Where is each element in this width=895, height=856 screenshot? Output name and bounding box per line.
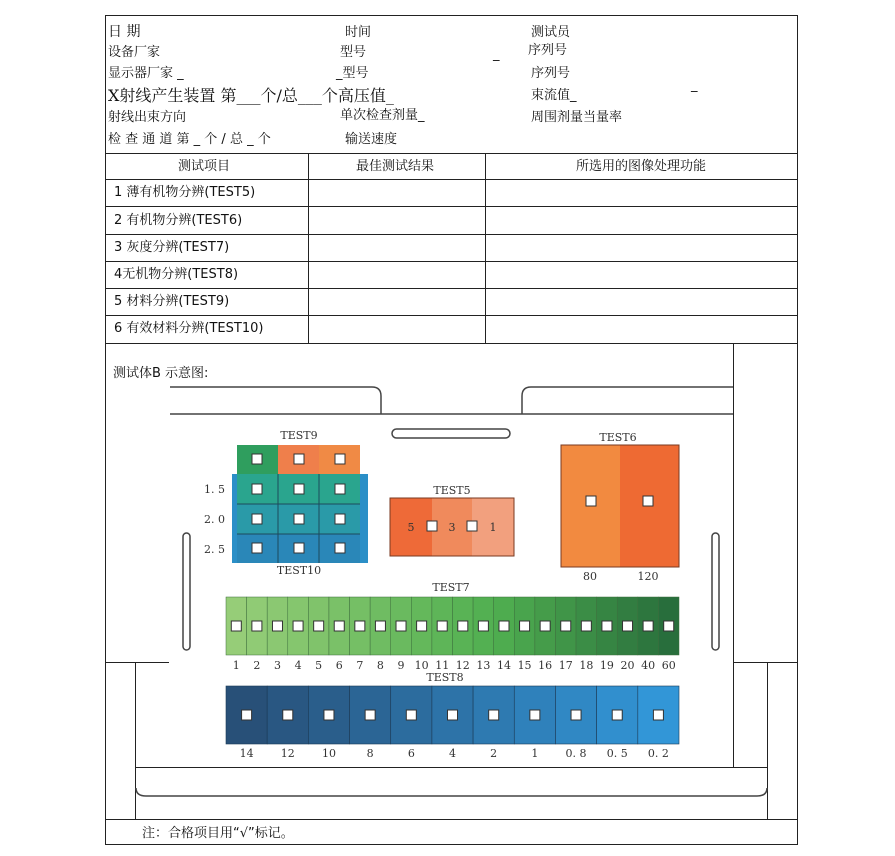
display-model-label: _型号 <box>336 66 369 81</box>
test9-marker <box>252 454 262 464</box>
test7-value: 18 <box>579 659 594 672</box>
manufacturer-label: 设备厂家 <box>108 45 161 60</box>
test8-marker <box>406 710 416 720</box>
table-row: 1 薄有机物分辨(TEST5) <box>114 185 256 200</box>
test7-marker <box>540 621 550 631</box>
time-label: 时间 <box>345 25 372 40</box>
xray-line-label: X射线产生装置 第___个/总___个高压值_ <box>108 86 394 105</box>
test8-value: 8 <box>366 747 374 760</box>
test10-marker <box>252 543 262 553</box>
test7-marker <box>355 621 365 631</box>
test7-value: 16 <box>538 659 553 672</box>
test8-marker <box>448 710 458 720</box>
test10-marker <box>294 543 304 553</box>
test7-marker <box>396 621 406 631</box>
test8-value: 12 <box>280 747 295 760</box>
test7-marker <box>334 621 344 631</box>
test5-marker <box>427 521 437 531</box>
test7-marker <box>499 621 509 631</box>
display-serial-label: 序列号 <box>531 66 571 81</box>
test7-marker <box>272 621 282 631</box>
test7-value: 60 <box>661 659 676 672</box>
test8-label: TEST8 <box>426 671 464 684</box>
test7-value: 9 <box>397 659 405 672</box>
col-header-result: 最佳测试结果 <box>356 159 435 174</box>
test10-marker <box>335 484 345 494</box>
test8-value: 4 <box>449 747 456 760</box>
diagram-caption: 测试体B 示意图: <box>113 366 209 381</box>
test8-marker <box>530 710 540 720</box>
test7-marker <box>478 621 488 631</box>
test7-marker <box>437 621 447 631</box>
beam-direction-label: 射线出束方向 <box>108 110 187 125</box>
col-header-function: 所选用的图像处理功能 <box>576 159 707 174</box>
footer-note: 注：合格项目用“√”标记。 <box>142 826 294 841</box>
test5-label: TEST5 <box>433 484 471 497</box>
test10-marker <box>335 543 345 553</box>
test7-value: 15 <box>517 659 532 672</box>
test8-marker <box>283 710 293 720</box>
test7-value: 6 <box>335 659 343 672</box>
test7-value: 1 <box>232 659 240 672</box>
channel-label: 检 查 通 道 第 _ 个 / 总 _ 个 <box>108 132 271 147</box>
test8-marker <box>365 710 375 720</box>
speed-label: 输送速度 <box>345 132 398 147</box>
table-row: 5 材料分辨(TEST9) <box>114 294 230 309</box>
test8-marker <box>489 710 499 720</box>
test7-marker <box>602 621 612 631</box>
phantom-notch-left <box>170 387 381 414</box>
test7-marker <box>581 621 591 631</box>
model-label: 型号 <box>340 45 367 60</box>
test6-value: 80 <box>583 570 597 583</box>
test7-marker <box>375 621 385 631</box>
test7-marker <box>314 621 324 631</box>
handle-slot <box>392 429 510 438</box>
test7-marker <box>293 621 303 631</box>
test10-row-label: 1. 5 <box>204 483 225 496</box>
table-row: 6 有效材料分辨(TEST10) <box>114 321 264 336</box>
table-row: 2 有机物分辨(TEST6) <box>114 213 243 228</box>
test7-marker <box>231 621 241 631</box>
test7-value: 10 <box>414 659 429 672</box>
test9-label: TEST9 <box>280 429 318 442</box>
test6-marker <box>643 496 653 506</box>
test7-value: 17 <box>558 659 573 672</box>
test7-value: 3 <box>273 659 281 672</box>
test7-value: 20 <box>620 659 635 672</box>
test7-value: 8 <box>376 659 384 672</box>
display-serial-underline: _ <box>691 78 698 93</box>
test10-marker <box>335 514 345 524</box>
test10-marker <box>252 514 262 524</box>
test8-value: 10 <box>321 747 336 760</box>
test6-marker <box>586 496 596 506</box>
test7-value: 5 <box>315 659 323 672</box>
table-row: 4无机物分辨(TEST8) <box>114 267 239 282</box>
test8-value: 2 <box>490 747 498 760</box>
table-row: 3 灰度分辨(TEST7) <box>114 240 230 255</box>
test7-marker <box>664 621 674 631</box>
test8-marker <box>242 710 252 720</box>
test8-value: 6 <box>407 747 415 760</box>
serial-label: 序列号 <box>528 43 568 58</box>
test6-label: TEST6 <box>599 431 637 444</box>
test8-value: 0. 5 <box>606 747 628 760</box>
test8-marker <box>324 710 334 720</box>
test8-value: 0. 2 <box>647 747 669 760</box>
test5-value: 3 <box>448 521 456 534</box>
test7-marker <box>623 621 633 631</box>
single-dose-label: 单次检查剂量_ <box>340 108 425 123</box>
test10-marker <box>294 484 304 494</box>
left-slot <box>183 533 190 650</box>
tester-label: 测试员 <box>531 25 571 40</box>
test7-value: 14 <box>496 659 511 672</box>
date-label: 日 期 <box>108 24 141 40</box>
right-slot <box>712 533 719 650</box>
test10-row-label: 2. 0 <box>204 513 225 526</box>
test8-marker <box>653 710 663 720</box>
phantom-base <box>136 788 767 796</box>
test7-marker <box>561 621 571 631</box>
test7-marker <box>643 621 653 631</box>
test7-marker <box>458 621 468 631</box>
test7-value: 12 <box>455 659 470 672</box>
test10-marker <box>294 514 304 524</box>
test9-marker <box>294 454 304 464</box>
test7-strip <box>226 597 679 672</box>
test10-label: TEST10 <box>276 564 322 577</box>
test5-value: 1 <box>489 521 497 534</box>
test7-value: 13 <box>476 659 491 672</box>
test7-marker <box>252 621 262 631</box>
test9-marker <box>335 454 345 464</box>
test6-value: 120 <box>637 570 659 583</box>
phantom-notch-right <box>522 387 733 414</box>
test10-marker <box>252 484 262 494</box>
test5-value: 5 <box>407 521 415 534</box>
test7-value: 19 <box>599 659 614 672</box>
ambient-dose-label: 周围剂量当量率 <box>531 110 623 125</box>
test7-value: 40 <box>641 659 656 672</box>
test10-row-label: 2. 5 <box>204 543 225 556</box>
test7-marker <box>520 621 530 631</box>
test7-value: 2 <box>253 659 261 672</box>
test7-value: 4 <box>294 659 302 672</box>
display-mfr-label: 显示器厂家 _ <box>108 66 184 81</box>
test7-marker <box>417 621 427 631</box>
test8-value: 1 <box>531 747 539 760</box>
test7-value: 11 <box>435 659 450 672</box>
col-header-item: 测试项目 <box>178 159 231 174</box>
model-underline: _ <box>493 47 500 62</box>
test8-strip <box>226 686 679 760</box>
test5-marker <box>467 521 477 531</box>
test8-value: 14 <box>239 747 254 760</box>
beam-current-label: 束流值_ <box>531 88 577 103</box>
test8-marker <box>571 710 581 720</box>
test8-marker <box>612 710 622 720</box>
test7-label: TEST7 <box>432 581 470 594</box>
test7-value: 7 <box>356 659 364 672</box>
test8-value: 0. 8 <box>565 747 587 760</box>
